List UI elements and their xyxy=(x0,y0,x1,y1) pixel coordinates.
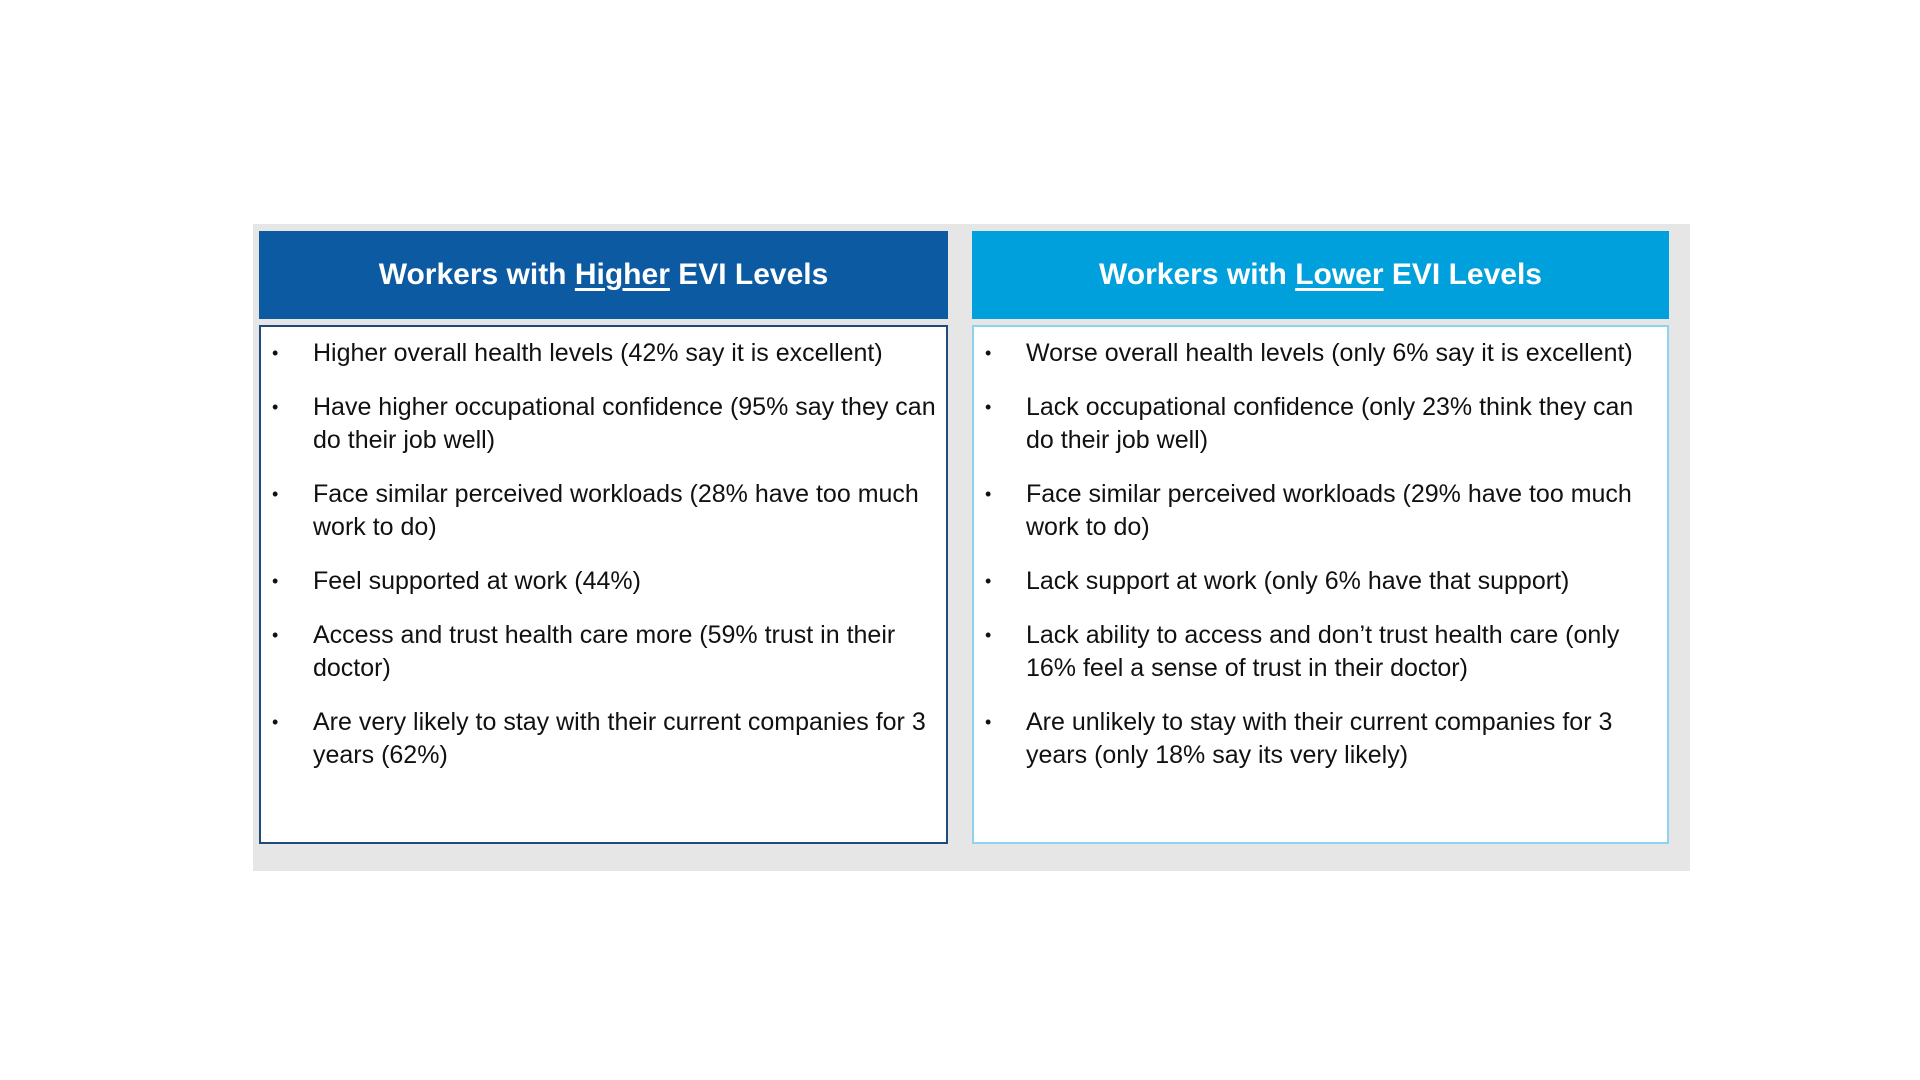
bullet-icon: • xyxy=(272,397,279,417)
bullet-icon: • xyxy=(985,571,992,591)
higher-evi-body xyxy=(259,325,948,844)
higher-evi-header xyxy=(259,231,948,319)
lower-evi-header xyxy=(972,231,1669,319)
bullet-icon: • xyxy=(272,484,279,504)
list-item-text: Worse overall health levels (only 6% say it is excellent) xyxy=(1026,339,1633,367)
higher-evi-heading-emphasis: Higher xyxy=(574,258,670,291)
list-item-text: Feel supported at work (44%) xyxy=(313,567,641,595)
bullet-icon: • xyxy=(985,343,992,363)
higher-evi-panel xyxy=(259,231,948,844)
list-item xyxy=(261,619,946,685)
lower-evi-panel xyxy=(972,231,1669,844)
bullet-icon: • xyxy=(985,484,992,504)
bullet-icon: • xyxy=(985,625,992,645)
list-item xyxy=(974,391,1667,457)
lower-evi-heading-emphasis: Lower xyxy=(1295,258,1384,291)
bullet-icon: • xyxy=(272,712,279,732)
higher-evi-heading-prefix: Workers with xyxy=(378,258,575,291)
bullet-icon: • xyxy=(272,571,279,591)
list-item-text: Lack occupational confidence (only 23% think they can do their job well) xyxy=(1026,393,1634,454)
list-item xyxy=(261,337,946,370)
higher-evi-heading-suffix: EVI Levels xyxy=(669,258,829,291)
list-item-text: Face similar perceived workloads (28% have too much work to do) xyxy=(313,480,919,541)
list-item-text: Lack ability to access and don’t trust health care (only 16% feel a sense of trust in their doctor) xyxy=(1026,621,1620,682)
list-item-text: Lack support at work (only 6% have that support) xyxy=(1026,567,1570,595)
list-item xyxy=(261,478,946,544)
lower-evi-list xyxy=(974,337,1667,772)
list-item-text: Access and trust health care more (59% trust in their doctor) xyxy=(313,621,896,682)
bullet-icon: • xyxy=(272,625,279,645)
list-item xyxy=(974,565,1667,598)
lower-evi-body xyxy=(972,325,1669,844)
list-item xyxy=(261,706,946,772)
list-item xyxy=(261,391,946,457)
list-item-text: Are unlikely to stay with their current companies for 3 years (only 18% say its very likely) xyxy=(1026,708,1613,769)
list-item-text: Are very likely to stay with their current companies for 3 years (62%) xyxy=(313,708,926,769)
list-item-text: Face similar perceived workloads (29% have too much work to do) xyxy=(1026,480,1632,541)
lower-evi-heading-suffix: EVI Levels xyxy=(1383,258,1542,291)
lower-evi-heading-prefix: Workers with xyxy=(1099,258,1296,291)
list-item xyxy=(974,706,1667,772)
list-item xyxy=(974,478,1667,544)
list-item-text: Have higher occupational confidence (95% say they can do their job well) xyxy=(313,393,936,454)
bullet-icon: • xyxy=(272,343,279,363)
list-item xyxy=(261,565,946,598)
list-item-text: Higher overall health levels (42% say it is excellent) xyxy=(313,339,883,367)
list-item xyxy=(974,619,1667,685)
bullet-icon: • xyxy=(985,712,992,732)
higher-evi-list xyxy=(261,337,946,772)
bullet-icon: • xyxy=(985,397,992,417)
list-item xyxy=(974,337,1667,370)
